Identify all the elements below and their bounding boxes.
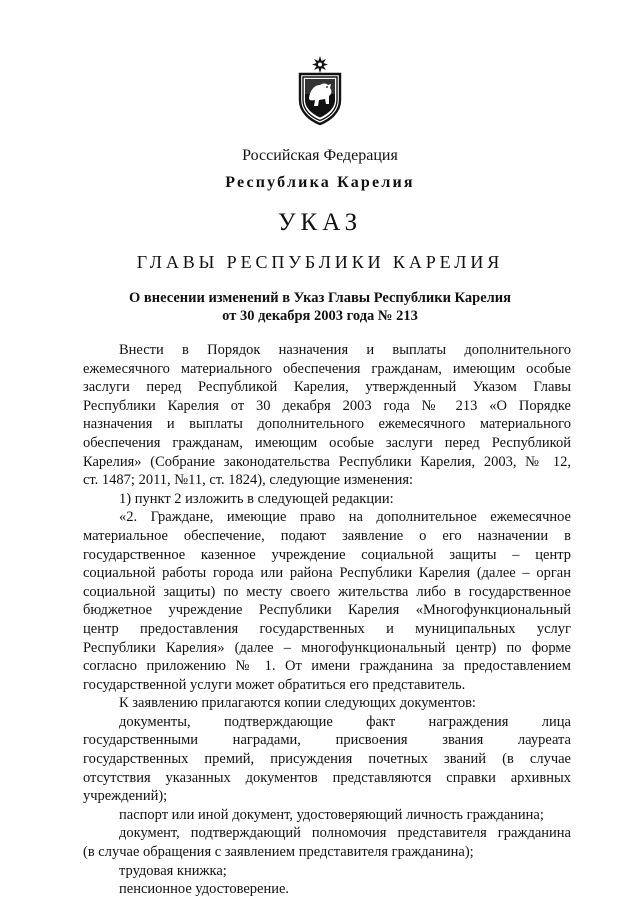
paragraph-line: социальной защиты) по месту своего жительства либо в государственное [83,583,571,600]
paragraph-line: Внести в Порядок назначения и выплаты дополнительного [119,342,571,358]
paragraph-line: трудовая книжка; [119,862,227,879]
paragraph-line: социальной работы города или района Республики Карелия (далее – орган [83,565,571,582]
paragraph-line: паспорт или иной документ, удостоверяющий личность гражданина; [119,806,544,823]
paragraph-line: бюджетное учреждение Республики Карелия «Многофункциональный [83,602,571,619]
republic-name: Республика Карелия [225,174,415,191]
paragraph-line: пенсионное удостоверение. [119,881,290,898]
document-type: УКАЗ [277,209,363,236]
paragraph-line: Республики Карелия от 30 декабря 2003 года № 213 «О Порядке [83,397,571,414]
paragraph-line: 1) пункт 2 изложить в следующей редакции: [119,490,394,507]
paragraph-line: государственное казенное учреждение социальной защиты – центр [83,546,571,563]
paragraph-line: государственными наградами, присвоения звания лауреата [83,732,571,749]
subject-line: от 30 декабря 2003 года № 213 [222,308,418,324]
paragraph-line: «2. Граждане, имеющие право на дополнительное ежемесячное [119,509,571,526]
paragraph-line: Карелия» (Собрание законодательства Республики Карелия, 2003, № 12, [83,453,571,470]
paragraph-line: ст. 1487; 2011, №11, ст. 1824), следующие изменения: [83,472,414,489]
paragraph-line: согласно приложению № 1. От имени гражданина за предоставлением [83,658,571,675]
paragraph-line: заслуги перед Республикой Карелия, утвержденный Указом Главы [83,379,571,396]
country-name: Российская Федерация [242,147,398,164]
paragraph-line: центр предоставления государственных и муниципальных услуг [83,620,571,637]
paragraph-line: обеспечения гражданам, имеющим особые заслуги перед Республикой [83,434,571,451]
paragraph-line: документ, подтверждающий полномочия представителя гражданина [119,825,571,842]
paragraph-line: К заявлению прилагаются копии следующих документов: [119,695,476,712]
paragraph-line: Республики Карелия» (далее – многофункциональный центр) по форме [83,639,571,656]
paragraph-line: (в случае обращения с заявлением представителя гражданина); [83,844,474,861]
paragraph-line: материальное обеспечение, подают заявление о его назначении в [83,527,571,544]
paragraph-line: государственной услуги может обратиться его представитель. [83,676,466,693]
paragraph-line: отсутствия указанных документов представляются справки архивных [83,769,571,786]
issuer-title: ГЛАВЫ РЕСПУБЛИКИ КАРЕЛИЯ [136,252,504,272]
paragraph-line: назначения и выплаты дополнительного ежемесячного материального [83,416,571,433]
paragraph-line: учреждений); [83,788,168,805]
decree-body [83,341,571,899]
document-subject [0,289,640,325]
paragraph-line: документы, подтверждающие факт награждения лица [119,713,571,730]
paragraph-line: государственных премий, присуждения почетных званий (в случае [83,751,571,768]
subject-line: О внесении изменений в Указ Главы Республики Карелия [129,290,511,306]
paragraph-line: ежемесячного материального обеспечения гражданам, имеющим особые [83,360,571,377]
karelia-coat-of-arms-icon [294,54,346,126]
